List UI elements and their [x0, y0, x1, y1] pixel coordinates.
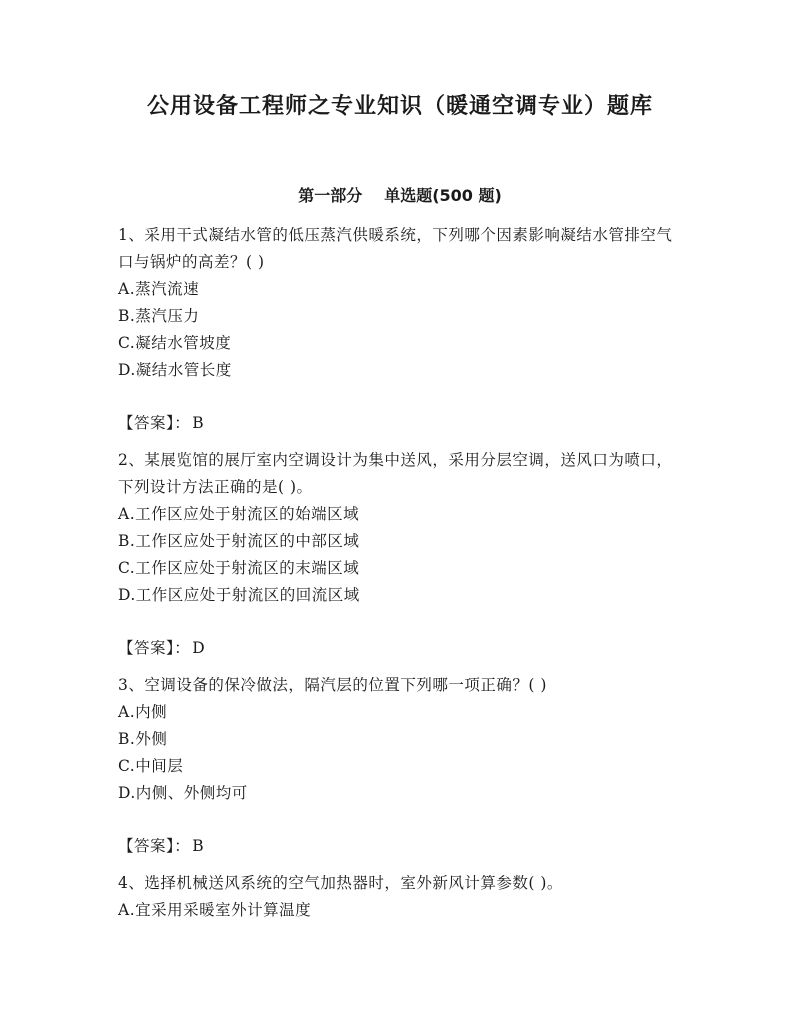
- answer-line: [118, 410, 688, 437]
- section-heading: [0, 184, 800, 208]
- option-c: C.凝结水管坡度: [118, 334, 232, 352]
- question-list: [118, 222, 688, 924]
- question-2: [118, 447, 688, 662]
- question-3: [118, 672, 688, 860]
- question-4: [118, 870, 688, 924]
- document-title: 公用设备工程师之专业知识（暖通空调专业）题库: [146, 94, 653, 119]
- option-b: B.工作区应处于射流区的中部区域: [118, 532, 360, 550]
- answer-line: [118, 833, 688, 860]
- option-d: D.工作区应处于射流区的回流区域: [118, 586, 360, 604]
- answer-label: 【答案】：: [118, 639, 191, 657]
- question-stem: 1、采用干式凝结水管的低压蒸汽供暖系统，下列哪个因素影响凝结水管排空气口与锅炉的高差？( ): [118, 226, 673, 271]
- option-b: B.外侧: [118, 730, 168, 748]
- answer-value: B: [192, 414, 205, 432]
- answer-value: D: [192, 639, 206, 657]
- option-d: D.凝结水管长度: [118, 361, 232, 379]
- option-a: A.内侧: [118, 703, 168, 721]
- question-stem: 2、某展览馆的展厅室内空调设计为集中送风，采用分层空调，送风口为喷口，下列设计方法正确的是( )。: [118, 451, 673, 496]
- option-b: B.蒸汽压力: [118, 307, 200, 325]
- question-1: [118, 222, 688, 437]
- option-c: C.工作区应处于射流区的末端区域: [118, 559, 360, 577]
- answer-value: B: [192, 837, 205, 855]
- option-c: C.中间层: [118, 757, 184, 775]
- option-a: A.工作区应处于射流区的始端区域: [118, 505, 360, 523]
- option-a: A.宜采用采暖室外计算温度: [118, 901, 312, 919]
- answer-label: 【答案】：: [118, 837, 191, 855]
- question-stem: 4、选择机械送风系统的空气加热器时，室外新风计算参数( )。: [118, 874, 563, 892]
- answer-label: 【答案】：: [118, 414, 191, 432]
- option-a: A.蒸汽流速: [118, 280, 200, 298]
- answer-line: [118, 635, 688, 662]
- option-d: D.内侧、外侧均可: [118, 784, 248, 802]
- section-type: 单选题(500 题): [384, 186, 502, 205]
- question-stem: 3、空调设备的保冷做法，隔汽层的位置下列哪一项正确？( ): [118, 676, 547, 694]
- section-part: 第一部分: [298, 186, 363, 205]
